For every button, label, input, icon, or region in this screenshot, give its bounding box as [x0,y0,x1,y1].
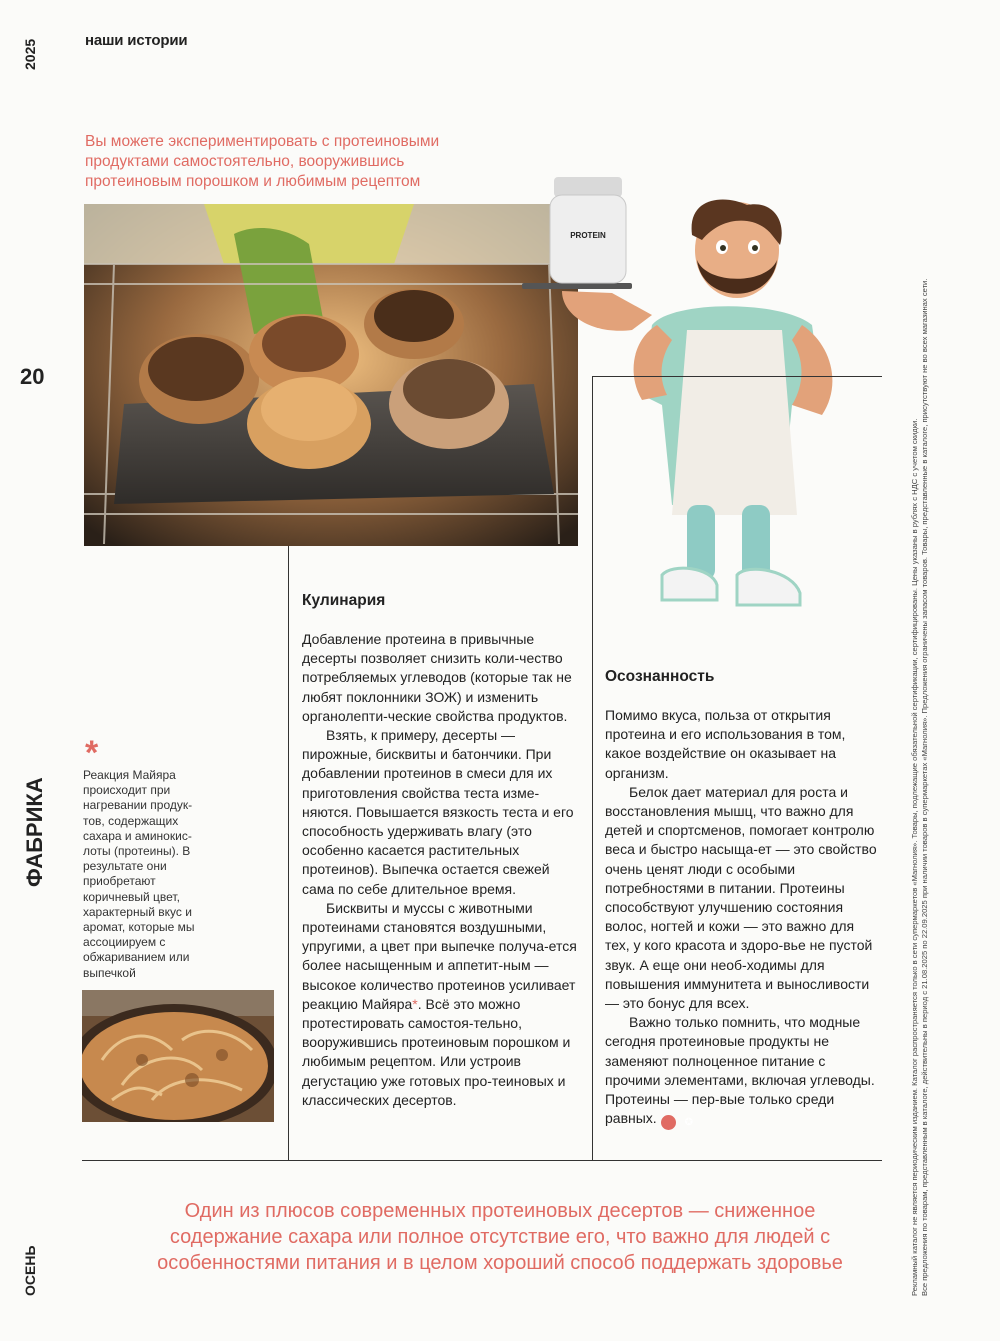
jar-label: PROTEIN [570,231,606,240]
column-divider-right [592,376,593,1160]
bottom-divider-line [82,1160,882,1161]
awareness-paragraph-2: Белок дает материал для роста и восстановления мышц, что важно для детей и спортсменов, помогает контролю веса и быстро насыща-ет — это свойство очень ценят люди с особыми потребностями в питании. Протеины способствуют улучшению состояния волос, ногтей и кожи — это важно для тех, у кого красота и здоро-вье не пустой звук. А еще они необ-ходимы для повышения иммунитета и выносливости — это бонус для всех. [605,783,877,1012]
end-mark-icon: ✪ [661,1115,676,1130]
awareness-text [605,706,877,1130]
chef-with-protein-jar-icon [522,175,852,635]
page-number: 20 [20,364,45,389]
pull-quote: Один из плюсов современных протеиновых десертов — сниженное содержание сахара или полное отсутствие его, что важно для людей с особенностями питания и в целом хороший способ поддержать здоровье [157,1200,843,1274]
intro-text: Вы можете экспериментировать с протеиновыми продуктами самостоятельно, вооружившись протеиновым порошком и любимым рецептом [85,133,440,190]
chef-illustration [522,175,852,635]
column-divider-left [288,546,289,1160]
culinary-paragraph-2: Взять, к примеру, десерты — пирожные, бисквиты и батончики. При добавлении протеинов в смеси для их приготовления свойства теста изме-няются. Повышается вязкость теста и его способность удерживать влагу (это особенно касается растительных протеинов). Выпечка остается свежей сама по себе длительное время. [302,727,574,897]
awareness-heading: Осознанность [605,668,715,685]
apple-pie-photo [82,990,274,1122]
culinary-paragraph-3: Бисквиты и муссы с животными протеинами становятся воздушными, упругими, а цвет при выпечке получа-ется более насыщенным и аппетит-ным — высокое количество протеинов усиливает реакцию Майяра*. Всё это можно протестировать самостоя-тельно, вооружившись протеиновым порошком и любимым рецептом. Или устроив дегустацию уже готовых про-теиновых и классических десертов. [302,899,577,1108]
awareness-paragraph-1: Помимо вкуса, польза от открытия протеина и его использования в том, какое воздействие он оказывает на организм. [605,707,846,781]
oven-muffins-photo [84,204,578,546]
footnote-asterisk-icon: * [85,734,99,772]
awareness-paragraph-3: Важно только помнить, что модные сегодня протеиновые продукты не заменяют полноценное питание с прочими элементами, включая углеводы. Протеины — пер-вые только среди равных. ✪ [605,1014,875,1129]
section-label: наши истории [85,32,188,49]
footnote-text: Реакция Майяра происходит при нагревании продук-тов, содержащих сахара и аминокис-лоты (протеины). В результате они приобретают коричневый цвет, характерный вкус и аромат, которые мы ассоциируем с обжариванием или выпечкой [83,768,195,980]
culinary-heading: Кулинария [302,592,386,609]
culinary-text [302,630,580,1110]
footnote-marker: * [412,995,418,1012]
legal-line-2: Все предложения по товарам, представленным в каталоге, действительны в период с 21.08.2025 по 22.09.2025 при наличии товаров в супермаркетах «Магнолия». Предложения ограничены запасом товаров. Товары, представленные в каталоге, присутствуют не во всех магазинах сети. [920,278,929,1296]
culinary-paragraph-1: Добавление протеина в привычные десерты позволяет снизить коли-чество потребляемых углеводов (которые так не любят поклонники ЗОЖ) и изменить органолепти-ческие свойства продуктов. [302,631,572,724]
legal-line-1: Рекламный каталог не является периодическим изданием. Каталог распространяется только в сети супермаркетов «Магнолия». Товары, подлежащие обязательной сертификации, сертифицированы. Цены указаны в рублях с НДС с учетом скидки. [910,418,919,1296]
apple-pie-illustration [82,990,274,1122]
chef-divider-line [592,376,882,377]
oven-muffins-illustration [84,204,578,546]
